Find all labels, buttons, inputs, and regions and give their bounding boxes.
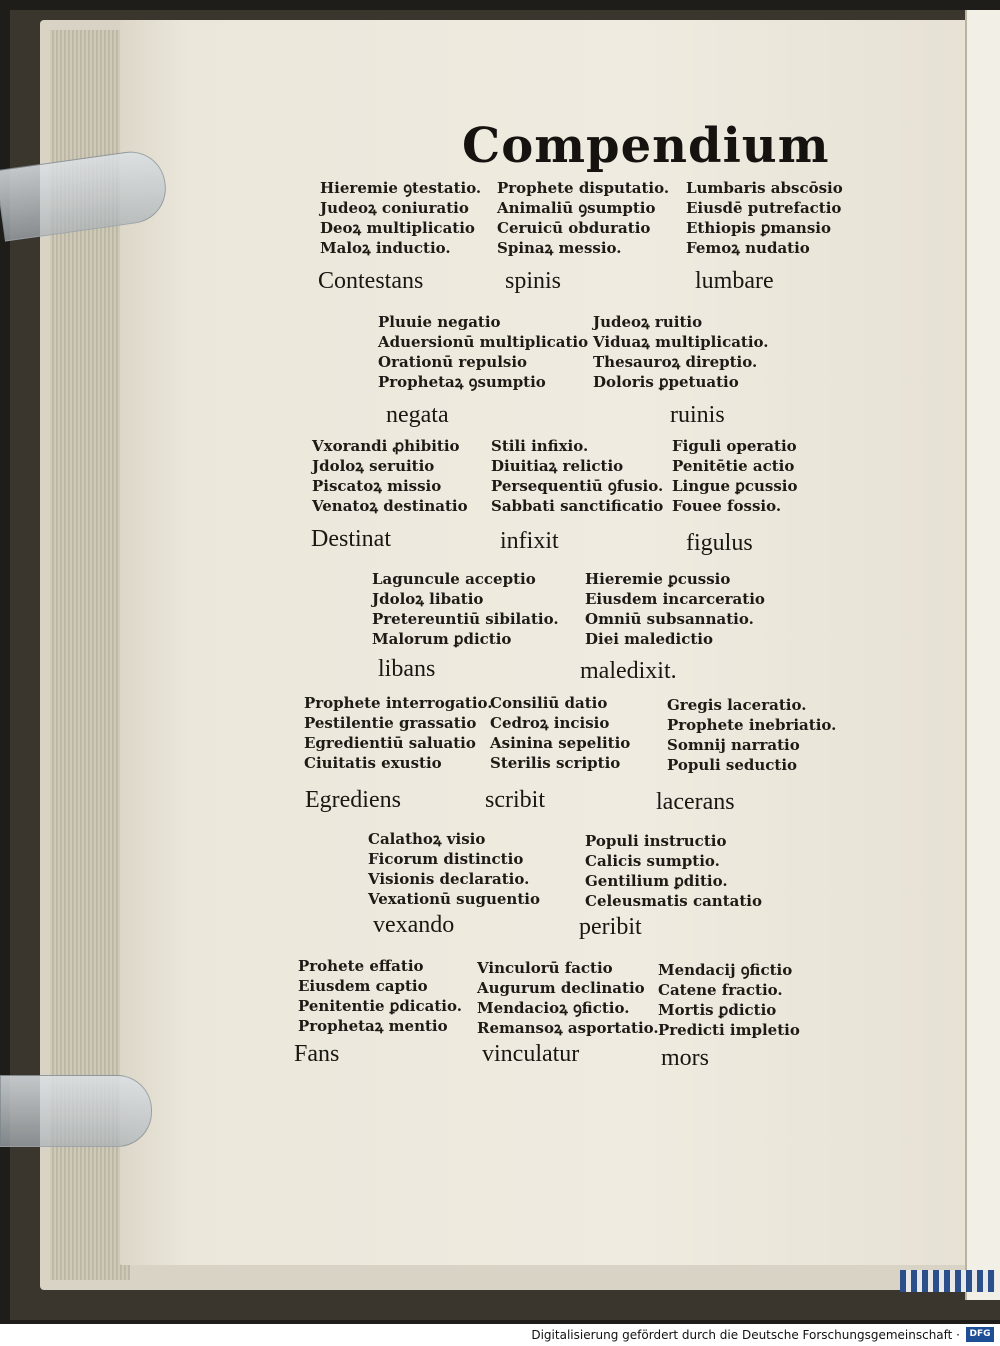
keyword: mors — [661, 1045, 709, 1071]
color-strip — [900, 1270, 995, 1292]
entry: Mendacij ꝯfictio — [658, 961, 793, 979]
entry: Prophete inebriatio. — [667, 716, 837, 734]
keyword: lumbare — [695, 268, 774, 294]
entry: Gentilium ꝑditio. — [585, 872, 728, 890]
entry: Pestilentie grassatio — [304, 714, 477, 732]
entry: Consiliū datio — [490, 694, 608, 712]
entry: Eiusdem captio — [298, 977, 428, 995]
entry: Somnij narratio — [667, 736, 800, 754]
entry: Aduersionū multiplicatio — [378, 333, 589, 351]
entry: Spinaꝝ messio. — [497, 239, 622, 257]
entry: Piscatoꝝ missio — [312, 477, 442, 495]
entry: Penitētie actio — [672, 457, 795, 475]
keyword: Contestans — [318, 268, 424, 294]
entry: Sterilis scriptio — [490, 754, 621, 772]
entry: Jdoloꝝ libatio — [372, 590, 484, 608]
entry: Populi instructio — [585, 832, 727, 850]
section-7-col-3 — [658, 960, 800, 1040]
facing-page-edge — [965, 10, 1000, 1300]
section-5-col-2 — [490, 693, 630, 773]
entry: Pluuie negatio — [378, 313, 501, 331]
entry: Prophete interrogatio. — [304, 694, 493, 712]
keyword: negata — [386, 402, 449, 428]
entry: Figuli operatio — [672, 437, 797, 455]
entry: Hieremie ꝑcussio — [585, 570, 731, 588]
entry: Vxorandi ꝓhibitio — [312, 437, 460, 455]
entry: Venatoꝝ destinatio — [312, 497, 468, 515]
entry: Predicti impletio — [658, 1021, 800, 1039]
entry: Animaliū ꝯsumptio — [497, 199, 656, 217]
section-1-col-2 — [497, 178, 669, 258]
entry: Remansoꝝ asportatio. — [477, 1019, 659, 1037]
section-4-col-2 — [585, 569, 765, 649]
entry: Vexationū suguentio — [368, 890, 540, 908]
keyword: vexando — [373, 912, 455, 938]
entry: Visionis declaratio. — [368, 870, 530, 888]
entry: Viduaꝝ multiplicatio. — [593, 333, 769, 351]
keyword: peribit — [579, 914, 642, 940]
entry: Persequentiū ꝯfusio. — [491, 477, 664, 495]
entry: Ciuitatis exustio — [304, 754, 442, 772]
page-title: Compendium — [462, 118, 830, 174]
keyword: infixit — [500, 528, 559, 554]
entry: Lingue ꝑcussio — [672, 477, 798, 495]
section-5-col-3 — [667, 695, 836, 775]
entry: Deoꝝ multiplicatio — [320, 219, 475, 237]
entry: Pretereuntiū sibilatio. — [372, 610, 559, 628]
section-4-col-1 — [372, 569, 559, 649]
entry: Doloris ꝑpetuatio — [593, 373, 739, 391]
section-5-col-1 — [304, 693, 493, 773]
entry: Prohete effatio — [298, 957, 424, 975]
entry: Hieremie ꝯtestatio. — [320, 179, 482, 197]
entry: Ficorum distinctio — [368, 850, 524, 868]
entry: Calicis sumptio. — [585, 852, 720, 870]
entry: Prophete disputatio. — [497, 179, 670, 197]
section-2-col-1 — [378, 312, 588, 392]
entry: Ethiopis ꝑmansio — [686, 219, 831, 237]
entry: Calathoꝝ visio — [368, 830, 486, 848]
entry: Diuitiaꝝ relictio — [491, 457, 624, 475]
section-7-col-1 — [298, 956, 462, 1036]
keyword: ruinis — [670, 402, 725, 428]
section-1-col-1 — [320, 178, 481, 258]
entry: Omniū subsannatio. — [585, 610, 754, 628]
section-3-col-1 — [312, 436, 468, 516]
keyword: Egrediens — [305, 787, 401, 813]
entry: Mendacioꝝ ꝯfictio. — [477, 999, 630, 1017]
entry: Augurum declinatio — [477, 979, 645, 997]
keyword: lacerans — [656, 789, 735, 815]
entry: Femoꝝ nudatio — [686, 239, 810, 257]
section-3-col-3 — [672, 436, 797, 516]
keyword: libans — [378, 656, 436, 682]
entry: Orationū repulsio — [378, 353, 528, 371]
entry: Cedroꝝ incisio — [490, 714, 610, 732]
entry: Gregis laceratio. — [667, 696, 807, 714]
book-clip-bottom — [0, 1075, 152, 1147]
entry: Judeoꝝ coniuratio — [320, 199, 469, 217]
entry: Penitentie ꝑdicatio. — [298, 997, 462, 1015]
entry: Asinina sepelitio — [490, 734, 631, 752]
entry: Diei maledictio — [585, 630, 713, 648]
entry: Egredientiū saluatio — [304, 734, 476, 752]
entry: Prophetaꝝ ꝯsumptio — [378, 373, 546, 391]
keyword: Fans — [294, 1041, 340, 1067]
footer-credit: Digitalisierung gefördert durch die Deutsche Forschungsgemeinschaft · — [531, 1328, 960, 1342]
section-6-col-1 — [368, 829, 540, 909]
entry: Judeoꝝ ruitio — [593, 313, 703, 331]
entry: Catene fractio. — [658, 981, 783, 999]
entry: Maloꝝ inductio. — [320, 239, 451, 257]
section-7-col-2 — [477, 958, 659, 1038]
section-2-col-2 — [593, 312, 769, 392]
footer-bar — [0, 1324, 1000, 1346]
entry: Thesauroꝝ direptio. — [593, 353, 758, 371]
entry: Ceruicū obduratio — [497, 219, 651, 237]
dfg-logo: DFG — [966, 1327, 994, 1342]
entry: Eiusdē putrefactio — [686, 199, 842, 217]
keyword: Destinat — [311, 526, 391, 552]
entry: Sabbati sanctificatio — [491, 497, 664, 515]
entry: Jdoloꝝ seruitio — [312, 457, 435, 475]
section-1-col-3 — [686, 178, 843, 258]
keyword: maledixit. — [580, 658, 677, 684]
keyword: scribit — [485, 787, 545, 813]
entry: Celeusmatis cantatio — [585, 892, 762, 910]
entry: Prophetaꝝ mentio — [298, 1017, 448, 1035]
section-6-col-2 — [585, 831, 762, 911]
entry: Eiusdem incarceratio — [585, 590, 765, 608]
entry: Vinculorū factio — [477, 959, 613, 977]
entry: Malorum ꝑdictio — [372, 630, 512, 648]
entry: Populi seductio — [667, 756, 798, 774]
keyword: spinis — [505, 268, 562, 294]
entry: Mortis ꝑdictio — [658, 1001, 777, 1019]
entry: Lumbaris abscōsio — [686, 179, 843, 197]
entry: Stili infixio. — [491, 437, 589, 455]
entry: Fouee fossio. — [672, 497, 782, 515]
section-3-col-2 — [491, 436, 663, 516]
keyword: figulus — [686, 530, 753, 556]
entry: Laguncule acceptio — [372, 570, 536, 588]
keyword: vinculatur — [482, 1041, 580, 1067]
